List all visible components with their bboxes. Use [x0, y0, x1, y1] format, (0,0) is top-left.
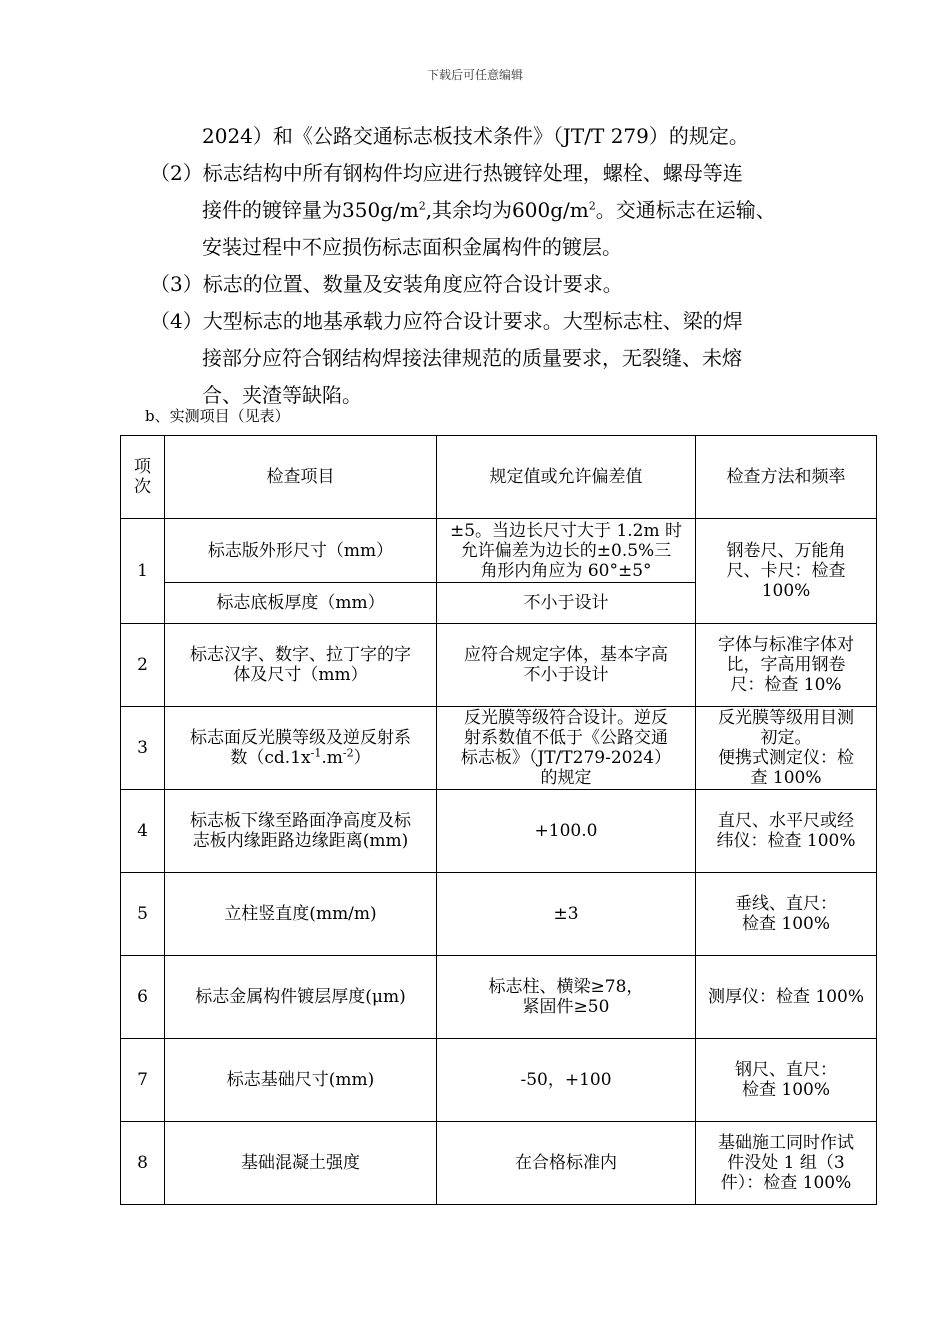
table-row: [121, 707, 877, 790]
check-method: 字体与标准字体对 比，字高用钢卷 尺：检查 10%: [696, 624, 877, 707]
check-method: 钢卷尺、万能角 尺、卡尺：检查 100%: [696, 519, 877, 624]
row-number: 5: [121, 873, 165, 956]
row-number: 7: [121, 1039, 165, 1122]
check-item: 标志汉字、数字、拉丁字的字 体及尺寸（mm）: [165, 624, 437, 707]
specification: 反光膜等级符合设计。逆反 射系数值不低于《公路交通 标志板》（JT/T279-2024） 的规定: [437, 707, 696, 790]
check-method: 钢尺、直尺： 检查 100%: [696, 1039, 877, 1122]
check-item: 标志板下缘至路面净高度及标 志板内缘距路边缘距离(mm): [165, 790, 437, 873]
row-number: 6: [121, 956, 165, 1039]
text-span: 接件的镀锌量为350g/m: [202, 198, 419, 222]
table-row: [121, 790, 877, 873]
check-method: 基础施工同时作试 件没处 1 组（3 件）：检查 100%: [696, 1122, 877, 1205]
paragraph-4-line-2: 接部分应符合钢结构焊接法律规范的质量要求，无裂缝、未熔: [202, 346, 742, 370]
superscript: 2: [418, 199, 426, 213]
table-row: [121, 873, 877, 956]
header-item-number: 项 次: [121, 436, 165, 519]
check-item: 标志基础尺寸(mm): [165, 1039, 437, 1122]
paragraph-continuation: 2024）和《公路交通标志板技术条件》（JT/T 279）的规定。: [202, 124, 749, 148]
table-row: [121, 1122, 877, 1205]
table-row: [121, 1039, 877, 1122]
paragraph-2-line-2: [150, 192, 830, 229]
header-specification: 规定值或允许偏差值: [437, 436, 696, 519]
check-item: 基础混凝土强度: [165, 1122, 437, 1205]
check-item: 标志面反光膜等级及逆反射系 数$(cd.1x^{-1}.m^{-2})$: [165, 707, 437, 790]
header-check-item: 检查项目: [165, 436, 437, 519]
check-item: 标志金属构件镀层厚度(μm): [165, 956, 437, 1039]
paragraph-4-line-3: 合、夹渣等缺陷。: [202, 383, 362, 407]
subheading: b、实测项目（见表）: [145, 407, 290, 425]
inspection-table: [120, 435, 877, 1205]
table-row: [121, 624, 877, 707]
page-header: 下载后可任意编辑: [426, 68, 523, 82]
table-row: [121, 519, 877, 583]
check-item: 标志版外形尺寸（mm）: [165, 519, 437, 583]
paragraph-3: （3）标志的位置、数量及安装角度应符合设计要求。: [150, 272, 623, 296]
paragraph-4-line-1: （4）大型标志的地基承载力应符合设计要求。大型标志柱、梁的焊: [150, 309, 743, 333]
row-number: 4: [121, 790, 165, 873]
text-span: 。交通标志在运输、: [595, 198, 776, 222]
specification: 应符合规定字体，基本字高 不小于设计: [437, 624, 696, 707]
specification: ±5。当边长尺寸大于 1.2m 时 允许偏差为边长的±0.5%三 角形内角应为 60°±5°: [437, 519, 696, 583]
check-method: 反光膜等级用目测 初定。 便携式测定仪：检 查 100%: [696, 707, 877, 790]
table-row: [121, 956, 877, 1039]
paragraph-2-line-3: 安装过程中不应损伤标志面积金属构件的镀层。: [202, 235, 622, 259]
specification: 在合格标准内: [437, 1122, 696, 1205]
superscript: 2: [588, 199, 596, 213]
row-number: 8: [121, 1122, 165, 1205]
row-number: 3: [121, 707, 165, 790]
check-item: 立柱竖直度(mm/m): [165, 873, 437, 956]
check-method: 测厚仪：检查 100%: [696, 956, 877, 1039]
paragraph-2-line-1: （2）标志结构中所有钢构件均应进行热镀锌处理，螺栓、螺母等连: [150, 161, 743, 185]
specification: -50，+100: [437, 1039, 696, 1122]
specification: ±3: [437, 873, 696, 956]
check-item: 标志底板厚度（mm）: [165, 583, 437, 624]
body-text: [150, 118, 830, 414]
header-method: 检查方法和频率: [696, 436, 877, 519]
check-method: 垂线、直尺： 检查 100%: [696, 873, 877, 956]
specification: 标志柱、横梁≥78， 紧固件≥50: [437, 956, 696, 1039]
specification: +100.0: [437, 790, 696, 873]
row-number: 2: [121, 624, 165, 707]
text-span: ,其余均为600g/m: [425, 198, 589, 222]
table-header-row: [121, 436, 877, 519]
specification: 不小于设计: [437, 583, 696, 624]
row-number: 1: [121, 519, 165, 624]
check-method: 直尺、水平尺或经 纬仪：检查 100%: [696, 790, 877, 873]
